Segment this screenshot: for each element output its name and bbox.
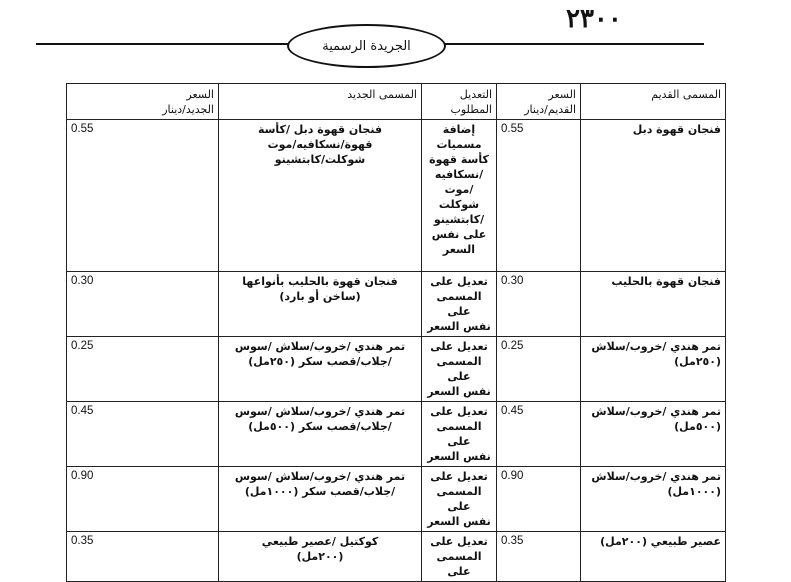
old-name-cell: تمر هندي /خروب/سلاش (٥٠٠مل) xyxy=(581,402,726,467)
new-price-cell: 0.90 xyxy=(67,467,219,532)
table-row xyxy=(67,272,726,337)
gazette-title: الجريدة الرسمية xyxy=(322,38,411,54)
new-name-cell: تمر هندي /خروب/سلاش /سوس /جلاب/قصب سكر (١٠٠٠مل) xyxy=(219,467,422,532)
header-change: التعديل المطلوب xyxy=(422,84,497,120)
old-price-cell: 0.25 xyxy=(497,337,581,402)
old-name-cell: فنجان قهوة دبل xyxy=(581,120,726,272)
change-cell: تعديل على المسمى على نفس السعر xyxy=(422,402,497,467)
new-price-cell: 0.45 xyxy=(67,402,219,467)
old-price-cell: 0.45 xyxy=(497,402,581,467)
old-name-cell: فنجان قهوة بالحليب xyxy=(581,272,726,337)
header-old-price: السعر القديم/دينار xyxy=(497,84,581,120)
old-price-cell: 0.35 xyxy=(497,532,581,582)
change-cell: تعديل على المسمى على نفس السعر xyxy=(422,272,497,337)
old-price-cell: 0.30 xyxy=(497,272,581,337)
old-name-cell: تمر هندي /خروب/سلاش (١٠٠٠مل) xyxy=(581,467,726,532)
new-name-cell: فنجان قهوة بالحليب بأنواعها (ساخن أو بارد) xyxy=(219,272,422,337)
new-price-cell: 0.25 xyxy=(67,337,219,402)
change-cell: تعديل على المسمى على نفس السعر xyxy=(422,337,497,402)
old-name-cell: عصير طبيعي (٢٠٠مل) xyxy=(581,532,726,582)
table-row xyxy=(67,402,726,467)
header-new-name: المسمى الجديد xyxy=(219,84,422,120)
gazette-title-oval xyxy=(287,24,446,68)
change-cell: تعديل على المسمى على نفس السعر xyxy=(422,467,497,532)
new-name-cell: تمر هندي /خروب/سلاش /سوس /جلاب/قصب سكر (٢٥٠مل) xyxy=(219,337,422,402)
new-name-cell: كوكتيل /عصير طبيعي (٢٠٠مل) xyxy=(219,532,422,582)
old-price-cell: 0.55 xyxy=(497,120,581,272)
new-name-cell: فنجان قهوة دبل /كأسة قهوة/نسكافيه/موت شوكلت/كابتشينو xyxy=(219,120,422,272)
page-number: ٢٣٠٠ xyxy=(566,4,622,34)
new-price-cell: 0.55 xyxy=(67,120,219,272)
table-row xyxy=(67,337,726,402)
old-price-cell: 0.90 xyxy=(497,467,581,532)
table-header-row xyxy=(67,84,726,120)
change-cell: تعديل على المسمى على xyxy=(422,532,497,582)
header-new-price: السعر الجديد/دينار xyxy=(67,84,219,120)
price-table xyxy=(66,83,726,582)
header-old-name: المسمى القديم xyxy=(581,84,726,120)
change-cell: إضافة مسميات كأسة قهوة /نسكافيه /موت شوكلت /كابتشينو على نفس السعر xyxy=(422,120,497,272)
table-row xyxy=(67,120,726,272)
table-row xyxy=(67,467,726,532)
table-row xyxy=(67,532,726,582)
old-name-cell: تمر هندي /خروب/سلاش (٢٥٠مل) xyxy=(581,337,726,402)
new-price-cell: 0.35 xyxy=(67,532,219,582)
new-name-cell: تمر هندي /خروب/سلاش /سوس /جلاب/قصب سكر (٥٠٠مل) xyxy=(219,402,422,467)
new-price-cell: 0.30 xyxy=(67,272,219,337)
